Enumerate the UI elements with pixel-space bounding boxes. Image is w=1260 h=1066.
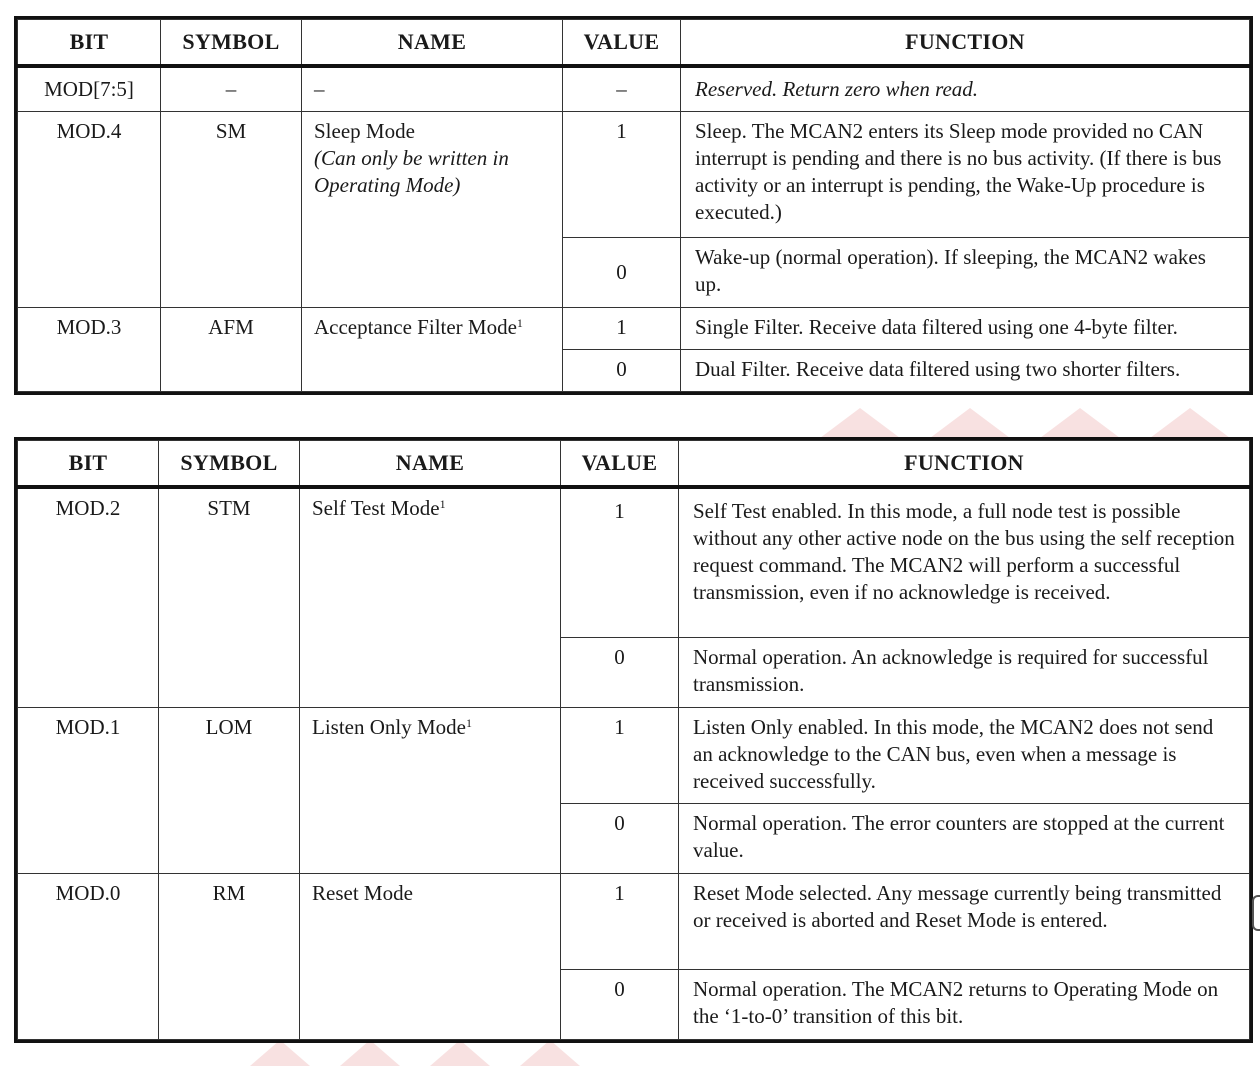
- symbol-cell: AFM: [161, 308, 302, 392]
- page-edge-marker: [1252, 895, 1260, 931]
- table-row: [18, 308, 1250, 350]
- table-row: [18, 112, 1250, 238]
- footnote-marker: 1: [465, 715, 472, 730]
- function-cell: Reset Mode selected. Any message currently being transmitted or received is aborted and Reset Mode is entered.: [679, 873, 1250, 969]
- footnote-marker: 1: [439, 497, 446, 511]
- name-text: Acceptance Filter Mode: [314, 315, 517, 339]
- value-cell: 1: [563, 112, 681, 238]
- function-cell: Single Filter. Receive data filtered using one 4-byte filter.: [681, 308, 1250, 350]
- value-cell: 1: [561, 487, 679, 637]
- name-cell: Reset Mode: [300, 873, 561, 1039]
- header-value: VALUE: [561, 441, 679, 488]
- symbol-cell: SM: [161, 112, 302, 308]
- symbol-cell: LOM: [159, 707, 300, 873]
- value-cell: 1: [563, 308, 681, 350]
- function-cell: Normal operation. An acknowledge is required for successful transmission.: [679, 637, 1250, 707]
- header-value: VALUE: [563, 20, 681, 67]
- name-text: Listen Only Mode: [312, 714, 466, 739]
- value-cell: 0: [563, 350, 681, 392]
- name-note: (Can only be written in Operating Mode): [314, 146, 509, 197]
- register-table-lower: [14, 437, 1253, 1043]
- symbol-cell: –: [161, 66, 302, 112]
- name-text: Self Test Mode: [312, 496, 440, 520]
- header-name: NAME: [300, 441, 561, 488]
- header-name: NAME: [302, 20, 563, 67]
- value-cell: 0: [561, 803, 679, 873]
- value-cell: 1: [561, 873, 679, 969]
- table-row: [18, 873, 1250, 969]
- bit-cell: MOD.2: [18, 487, 159, 707]
- bit-cell: MOD[7:5]: [18, 66, 161, 112]
- function-cell: Self Test enabled. In this mode, a full node test is possible without any other active node on the bus using the self reception request command. The MCAN2 will perform a successful transmission, even if no acknowledge is received.: [679, 487, 1250, 637]
- header-symbol: SYMBOL: [161, 20, 302, 67]
- function-cell: Normal operation. The error counters are stopped at the current value.: [679, 803, 1250, 873]
- value-cell: 0: [561, 637, 679, 707]
- function-cell: Listen Only enabled. In this mode, the MCAN2 does not send an acknowledge to the CAN bus, even when a message is received successfully.: [679, 707, 1250, 803]
- header-function: FUNCTION: [679, 441, 1250, 488]
- bit-cell: MOD.3: [18, 308, 161, 392]
- name-text: Sleep Mode: [314, 119, 415, 143]
- value-cell: 0: [561, 969, 679, 1039]
- bit-cell: MOD.0: [18, 873, 159, 1039]
- function-cell: Dual Filter. Receive data filtered using two shorter filters.: [681, 350, 1250, 392]
- header-bit: BIT: [18, 20, 161, 67]
- symbol-cell: STM: [159, 487, 300, 707]
- table-row: [18, 66, 1250, 112]
- name-cell: [300, 707, 561, 873]
- value-cell: 0: [563, 238, 681, 308]
- header-function: FUNCTION: [681, 20, 1250, 67]
- watermark-graphic: [820, 408, 1260, 438]
- footnote-marker: 1: [516, 316, 523, 330]
- bit-cell: MOD.4: [18, 112, 161, 308]
- register-table-upper: [14, 16, 1253, 395]
- name-cell: [300, 487, 561, 707]
- bit-cell: MOD.1: [18, 707, 159, 873]
- header-row: [18, 20, 1250, 67]
- header-symbol: SYMBOL: [159, 441, 300, 488]
- symbol-cell: RM: [159, 873, 300, 1039]
- header-bit: BIT: [18, 441, 159, 488]
- name-cell: –: [302, 66, 563, 112]
- table-row: [18, 487, 1250, 637]
- function-cell: Reserved. Return zero when read.: [681, 66, 1250, 112]
- value-cell: 1: [561, 707, 679, 803]
- table-row: [18, 707, 1250, 803]
- name-cell: [302, 308, 563, 392]
- function-cell: Wake-up (normal operation). If sleeping, the MCAN2 wakes up.: [681, 238, 1250, 308]
- function-cell: Normal operation. The MCAN2 returns to Operating Mode on the ‘1-to-0’ transition of this bit.: [679, 969, 1250, 1039]
- function-cell: Sleep. The MCAN2 enters its Sleep mode provided no CAN interrupt is pending and there is no bus activity. (If there is bus activity or an interrupt is pending, the Wake-Up procedure is executed.): [681, 112, 1250, 238]
- value-cell: –: [563, 66, 681, 112]
- header-row: [18, 441, 1250, 488]
- name-cell: [302, 112, 563, 308]
- watermark-graphic-bottom: [250, 1040, 650, 1066]
